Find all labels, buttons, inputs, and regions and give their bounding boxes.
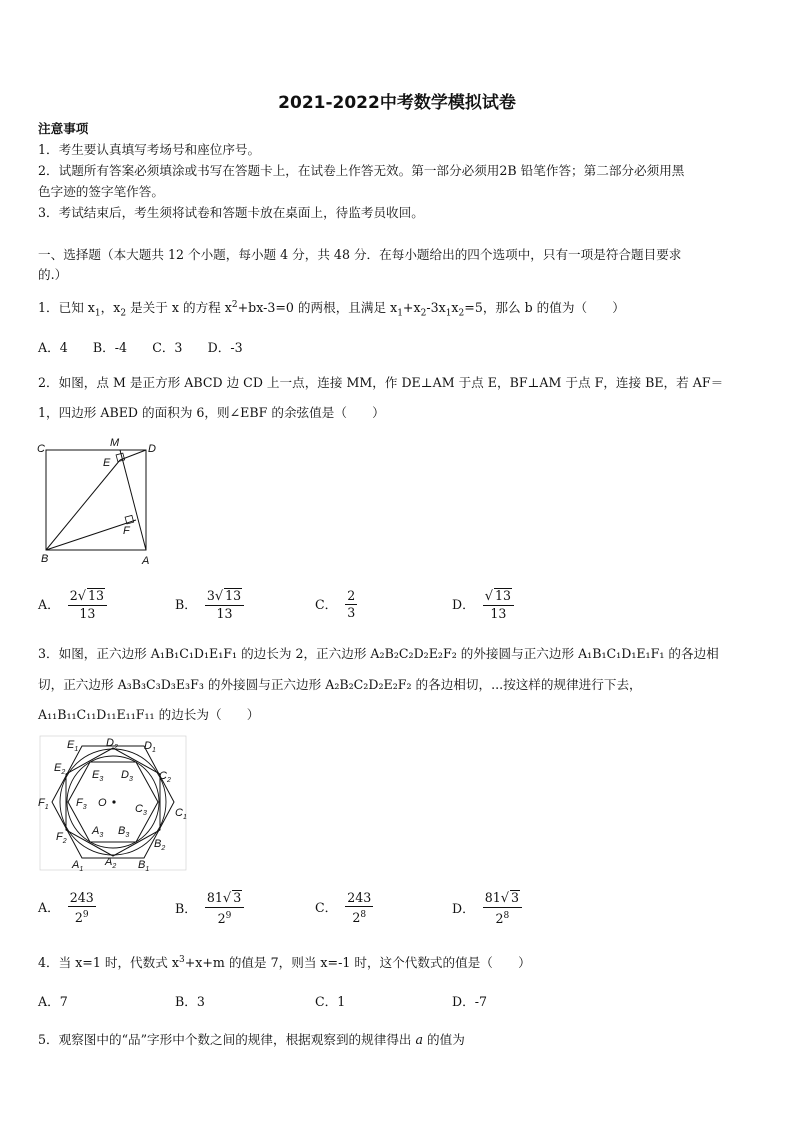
notice-heading: 注意事项 <box>38 121 89 136</box>
section-heading-cont: 的.） <box>38 267 68 282</box>
q2-option-b: B． $\frac{3√ 13}{13}$ <box>175 588 244 622</box>
q4-option-d: D．-7 <box>452 994 487 1009</box>
q4-option-c: C．1 <box>315 994 346 1009</box>
label-F3: $F_3$ <box>76 797 87 811</box>
label-B2: $B_2$ <box>154 838 166 852</box>
q2-option-a: A． $\frac{2√ 13}{13}$ <box>38 588 107 622</box>
hexagon-figure <box>34 734 190 874</box>
q4-option-b: B．3 <box>175 994 205 1009</box>
question-2-stem: 2．如图，点 M 是正方形 ABCD 边 CD 上一点，连接 MM，作 DE⊥AM 于点 E，BF⊥AM 于点 F，连接 BE，若 AF＝ <box>38 375 724 390</box>
label-D3: $D_3$ <box>121 769 133 783</box>
q4-option-a: A．7 <box>38 994 68 1009</box>
q2-option-d: D． $\frac{√ 13}{13}$ <box>452 588 514 622</box>
q3-option-a: A． $\frac{243}{2^9}$ <box>38 890 94 926</box>
section-heading: 一、选择题（本大题共 12 个小题，每小题 4 分，共 48 分．在每小题给出的四个选项中，只有一项是符合题目要求 <box>38 247 682 262</box>
label-B: B <box>41 553 49 565</box>
question-5-stem: 5．观察图中的“品”字形中个数之间的规律，根据观察到的规律得出 a 的值为 <box>38 1032 465 1047</box>
label-F2: $F_2$ <box>56 831 67 845</box>
label-C: C <box>37 443 45 455</box>
label-E1: $E_1$ <box>67 739 79 753</box>
question-3-stem-cont: 切，正六边形 A₃B₃C₃D₃E₃F₃ 的外接圆与正六边形 A₂B₂C₂D₂E₂F₂ 的各边相切，...按这样的规律进行下去， <box>38 677 642 692</box>
label-O: O <box>98 797 107 809</box>
label-A1: $A_1$ <box>72 859 84 873</box>
label-D2: $D_2$ <box>106 737 118 751</box>
page-title: 2021-2022中考数学模拟试卷 <box>278 93 516 113</box>
label-B3: $B_3$ <box>118 825 130 839</box>
q3-option-d: D． $\frac{81√ 3}{2^8}$ <box>452 890 522 927</box>
label-F1: $F_1$ <box>38 797 49 811</box>
q2-option-c: C． $\frac{2}{3}$ <box>315 588 356 620</box>
label-C3: $C_3$ <box>135 803 147 817</box>
label-C2: $C_2$ <box>159 770 171 784</box>
square-figure <box>34 436 164 568</box>
q3-option-c: C． $\frac{243}{2^8}$ <box>315 890 372 926</box>
notice-item: 3．考试结束后，考生须将试卷和答题卡放在桌面上，待监考员收回。 <box>38 205 424 220</box>
question-3-stem: 3．如图，正六边形 A₁B₁C₁D₁E₁F₁ 的边长为 2，正六边形 A₂B₂C₂D₂E₂F₂ 的外接圆与正六边形 A₁B₁C₁D₁E₁F₁ 的各边相 <box>38 646 719 661</box>
label-A3: $A_3$ <box>92 825 104 839</box>
label-F: F <box>123 525 130 537</box>
label-M: M <box>110 437 120 449</box>
label-D1: $D_1$ <box>144 740 156 754</box>
notice-item: 2．试题所有答案必须填涂或书写在答题卡上，在试卷上作答无效。第一部分必须用2B 铅笔作答；第二部分必须用黑 <box>38 163 685 178</box>
label-B1: $B_1$ <box>138 859 150 873</box>
question-3-stem-cont: A₁₁B₁₁C₁₁D₁₁E₁₁F₁₁ 的边长为（ ） <box>38 707 260 722</box>
label-E3: $E_3$ <box>92 769 104 783</box>
label-A: A <box>142 555 150 567</box>
label-E2: $E_2$ <box>54 762 66 776</box>
question-4-stem: 4．当 x=1 时，代数式 $x^3+x+m$ 的值是 7，则当 x=-1 时，这个代数式的值是（ ） <box>38 955 531 971</box>
q3-option-b: B． $\frac{81√ 3}{2^9}$ <box>175 890 244 927</box>
notice-item: 1．考生要认真填写考场号和座位序号。 <box>38 142 261 157</box>
label-C1: $C_1$ <box>175 807 187 821</box>
question-1-options: A．4 B．-4 C．3 D．-3 <box>38 340 243 355</box>
notice-item: 色字迹的签字笔作答。 <box>38 184 164 199</box>
question-1-stem: 1．已知 $x_1$，$x_2$ 是关于 x 的方程 $x^2+bx-3=0$ 的两根，且满足 $x_1+x_2-3x_1x_2=5$，那么 b 的值为（ ） <box>38 300 625 319</box>
label-D: D <box>148 443 156 455</box>
label-A2: $A_2$ <box>105 856 117 870</box>
question-2-stem-cont: 1，四边形 ABED 的面积为 6，则∠EBF 的余弦值是（ ） <box>38 405 385 420</box>
label-E: E <box>103 457 111 469</box>
